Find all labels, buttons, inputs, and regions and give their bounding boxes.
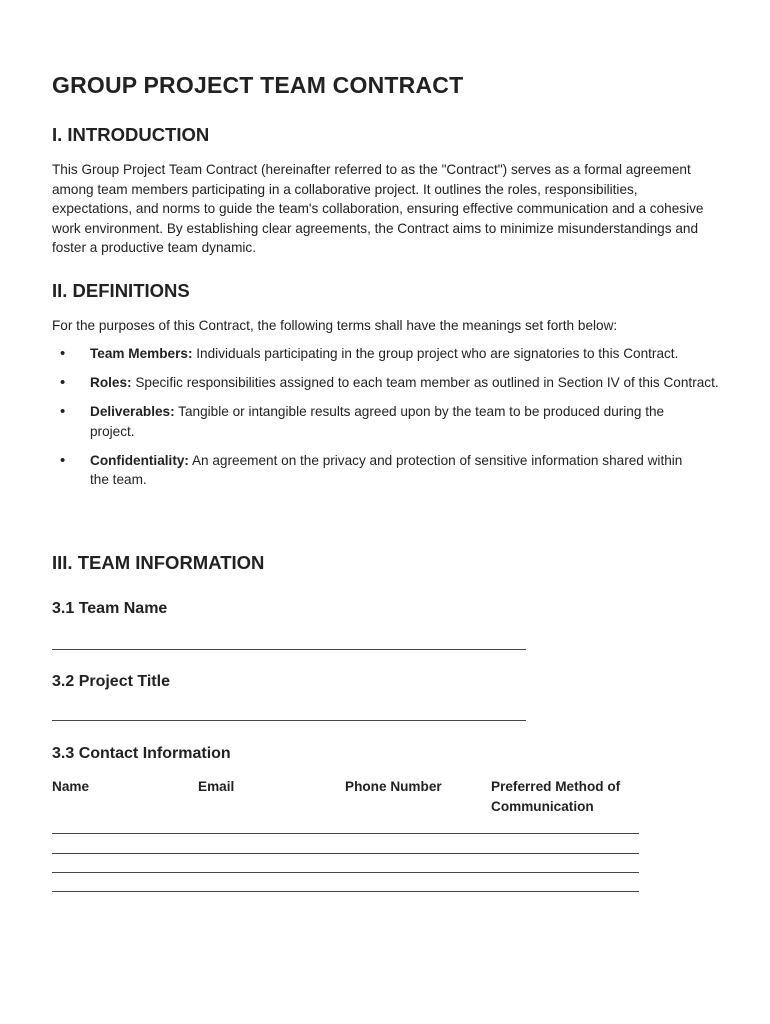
section-heading-introduction: I. INTRODUCTION	[52, 124, 210, 145]
bullet-icon: •	[60, 402, 66, 420]
column-header-phone: Phone Number	[345, 779, 442, 794]
definition-item-team-members	[52, 344, 700, 364]
contact-row-line[interactable]	[52, 872, 639, 873]
definition-item-deliverables	[52, 402, 690, 441]
bullet-icon: •	[60, 373, 66, 391]
document-title: GROUP PROJECT TEAM CONTRACT	[52, 72, 464, 98]
definition-term: Roles:	[90, 374, 132, 390]
project-title-heading: 3.2 Project Title	[52, 673, 170, 690]
definitions-list	[52, 344, 722, 499]
definition-text: An agreement on the privacy and protection of sensitive information shared within the team.	[90, 452, 683, 488]
team-name-blank[interactable]	[52, 649, 526, 650]
column-header-email: Email	[198, 779, 235, 794]
contact-row-line[interactable]	[52, 833, 639, 834]
project-title-blank[interactable]	[52, 720, 526, 721]
contact-row-line[interactable]	[52, 853, 639, 854]
definition-item-roles	[52, 373, 720, 393]
definition-term: Team Members:	[90, 346, 193, 361]
definition-text: Specific responsibilities assigned to each team member as outlined in Section IV of this Contract.	[131, 374, 719, 390]
bullet-icon: •	[60, 345, 66, 362]
definition-text: Individuals participating in the group project who are signatories to this Contract.	[192, 346, 679, 361]
introduction-paragraph: This Group Project Team Contract (hereinafter referred to as the "Contract") serves as a formal agreement among team members participating in a collaborative project. It outlines the roles, responsibilities, expectations, and norms to guide the team's collaboration, ensuring effective communication and a cohesive work environment. By establishing clear agreements, the Contract aims to minimize misunderstandings and foster a productive team dynamic.	[52, 162, 704, 256]
contact-information-heading: 3.3 Contact Information	[52, 745, 231, 762]
definitions-intro: For the purposes of this Contract, the following terms shall have the meanings set forth below:	[52, 318, 618, 333]
definition-text: Tangible or intangible results agreed upon by the team to be produced during the project.	[90, 403, 665, 439]
column-header-preferred-method: Preferred Method of Communication	[491, 779, 621, 814]
definition-item-confidentiality	[52, 451, 690, 490]
definition-term: Deliverables:	[90, 403, 175, 419]
section-heading-team-information: III. TEAM INFORMATION	[52, 552, 265, 573]
team-name-heading: 3.1 Team Name	[52, 600, 168, 617]
bullet-icon: •	[60, 451, 66, 469]
column-header-name: Name	[52, 779, 90, 794]
section-heading-definitions: II. DEFINITIONS	[52, 280, 190, 301]
definition-term: Confidentiality:	[90, 452, 189, 468]
contact-table-header	[52, 777, 642, 817]
contact-row-line[interactable]	[52, 891, 639, 892]
